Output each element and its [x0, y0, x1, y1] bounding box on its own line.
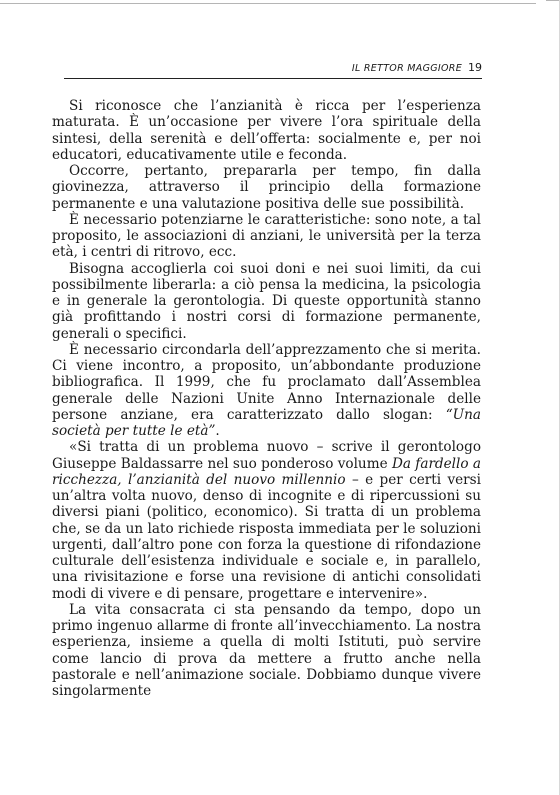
slogan-quote: “Una società per tutte le età”	[52, 406, 481, 439]
paragraph-text: .	[215, 423, 220, 439]
paragraph-text: – e per certi versi un’altra volta nuovo, denso di incognite e di ripercussioni su diversi piani (politico, economico). Si tratta di un problema che, se da un lato richiede risposta immediata per le soluzioni urgenti, dall’altro pone con forza la questione di rifondazione culturale dell’esistenza individuale e sociale e, in parallelo, una rivisitazione e forse una revisione di antichi consolidati modi di vivere e di pensare, progettare e intervenire».	[52, 471, 481, 602]
paragraph	[52, 342, 481, 440]
paragraph: È necessario potenziarne le caratteristiche: sono note, a tal proposito, le associazioni di anziani, le università per la terza età, i centri di ritrovo, ecc.	[52, 211, 481, 261]
paragraph-text: «Si tratta di un problema nuovo – scrive il gerontologo Giuseppe Baldassarre nel suo ponderoso volume	[52, 439, 481, 472]
page-top-edge-rule	[0, 3, 536, 4]
paragraph: Bisogna accoglierla coi suoi doni e nei suoi limiti, da cui possibilmente liberarla: a ciò pensa la medicina, la psicologia e in generale la gerontologia. Di queste opportunità stanno già profittando i nostri corsi di formazione permanente, generali o specifici.	[52, 260, 481, 342]
paragraph: Occorre, pertanto, prepararla per tempo, fin dalla giovinezza, attraverso il principio della formazione permanente e una valutazione positiva delle sue possibilità.	[52, 163, 481, 212]
running-title: IL RETTOR MAGGIORE	[351, 63, 462, 74]
paragraph-text: È necessario circondarla dell’apprezzamento che si merita. Ci viene incontro, a proposito, un’abbondante produzione bibliografica. Il 1999, che fu proclamato dall’Assemblea generale delle Nazioni Unite Anno Internazionale delle persone anziane, era caratterizzato dallo slogan:	[52, 341, 481, 423]
corner-crop-mark	[546, 0, 560, 1]
quoted-paragraph	[52, 439, 481, 602]
body-text	[52, 98, 481, 699]
running-head	[64, 61, 482, 74]
paragraph: Si riconosce che l’anzianità è ricca per l’esperienza maturata. È un’occasione per vivere l’ora spirituale della sintesi, della serenità e dell’offerta: socialmente e, per noi educatori, educativamente utile e feconda.	[52, 98, 481, 163]
paragraph: La vita consacrata ci sta pensando da tempo, dopo un primo ingenuo allarme di fronte all’invecchiamento. La nostra esperienza, insieme a quella di molti Istituti, può servire come lancio di prova da mettere a frutto anche nella pastorale e nell’animazione sociale. Dobbiamo dunque vivere singolarmente	[52, 601, 481, 699]
header-rule	[64, 78, 482, 79]
book-title: Da fardello a ricchezza, l’anzianità del nuovo millennio	[52, 455, 481, 488]
page-number: 19	[468, 61, 482, 74]
